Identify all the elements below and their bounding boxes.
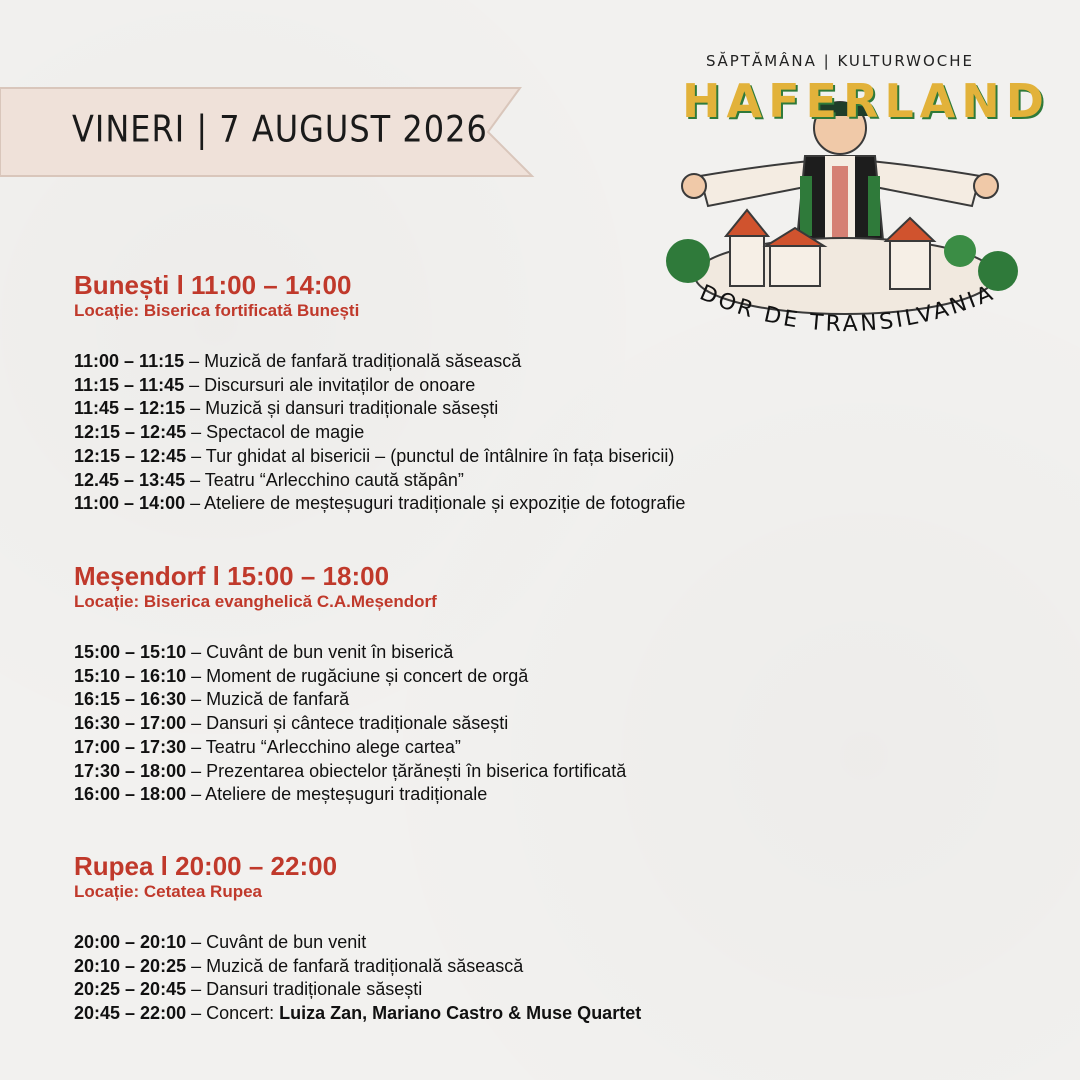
row-time: 11:00 – 11:15 (74, 351, 185, 371)
schedule-row (74, 397, 974, 421)
schedule-row (74, 374, 974, 398)
schedule-row (74, 469, 974, 493)
row-text: – Cuvânt de bun venit (186, 932, 367, 952)
row-text: – Muzică de fanfară (186, 689, 350, 710)
row-time: 20:00 – 20:10 (74, 932, 187, 952)
row-time: 12:15 – 12:45 (74, 445, 187, 466)
schedule-row (74, 445, 974, 469)
section-title: Bunești l 11:00 – 14:00 (74, 270, 352, 300)
concert-performers: Luiza Zan, Mariano Castro & Muse Quartet (279, 1003, 642, 1024)
row-text: – Teatru “Arlecchino alege cartea” (186, 736, 461, 757)
schedule-row (74, 641, 974, 665)
row-time: 12.45 – 13:45 (74, 469, 186, 490)
section-location: Locație: Biserica fortificată Bunești (74, 301, 360, 320)
schedule-row (74, 760, 974, 784)
row-text: – Moment de rugăciune și concert de orgă (186, 665, 529, 686)
row-text: – Ateliere de meșteșuguri tradiționale și expoziție de fotografie (185, 493, 686, 514)
row-text: – Ateliere de meșteșuguri tradiționale (186, 784, 488, 805)
row-time: 16:15 – 16:30 (74, 689, 187, 710)
schedule-row (74, 712, 974, 736)
schedule-row (74, 665, 974, 689)
row-text: – Dansuri tradiționale săsești (186, 979, 423, 1000)
row-time: 20:25 – 20:45 (74, 979, 187, 1000)
section-location: Locație: Biserica evanghelică C.A.Meșendorf (74, 592, 437, 611)
section-mesendorf (74, 561, 974, 807)
row-time: 17:00 – 17:30 (74, 736, 187, 757)
schedule-row (74, 688, 974, 712)
section-bunesti (74, 270, 974, 516)
schedule-row (74, 492, 974, 516)
logo-subtitle: SĂPTĂMÂNA | KULTURWOCHE (705, 52, 975, 70)
row-text: – Tur ghidat al bisericii – (punctul de întâlnire în fața bisericii) (186, 445, 675, 466)
row-text: – Muzică de fanfară tradițională săsească (186, 955, 524, 976)
date-ribbon (0, 84, 560, 180)
row-time: 16:00 – 18:00 (74, 784, 187, 805)
row-time: 20:45 – 22:00 (74, 1003, 187, 1024)
row-time: 12:15 – 12:45 (74, 422, 187, 443)
row-time: 20:10 – 20:25 (74, 955, 187, 976)
row-time: 17:30 – 18:00 (74, 760, 187, 781)
row-time: 15:10 – 16:10 (74, 665, 187, 686)
section-title: Rupea l 20:00 – 22:00 (74, 851, 338, 881)
schedule-row (74, 350, 974, 374)
schedule-row (74, 421, 974, 445)
schedule-row (74, 783, 974, 807)
row-text: – Concert: (186, 1003, 280, 1024)
row-text: – Dansuri și cântece tradiționale săsești (186, 713, 509, 734)
row-time: 11:15 – 11:45 (74, 374, 185, 395)
logo-tagline: DOR DE TRANSILVANIA (695, 280, 999, 338)
row-time: 11:45 – 12:15 (74, 398, 186, 419)
row-text: – Teatru “Arlecchino caută stăpân” (185, 469, 464, 490)
date-heading: VINERI | 7 AUGUST 2026 (72, 107, 488, 151)
row-time: 11:00 – 14:00 (74, 493, 186, 514)
row-text: – Spectacol de magie (186, 422, 365, 443)
row-text: – Prezentarea obiectelor țărănești în biserica fortificată (186, 760, 627, 781)
row-time: 16:30 – 17:00 (74, 713, 187, 734)
schedule-row (74, 931, 974, 955)
row-text: – Cuvânt de bun venit în biserică (186, 642, 454, 662)
row-text: – Muzică și dansuri tradiționale săsești (185, 398, 499, 419)
section-title: Meșendorf l 15:00 – 18:00 (74, 561, 390, 591)
row-time: 15:00 – 15:10 (74, 642, 187, 662)
section-location: Locație: Cetatea Rupea (74, 882, 262, 901)
row-text: – Discursuri ale invitaților de onoare (184, 374, 476, 395)
schedule-row (74, 1002, 974, 1026)
row-text: – Muzică de fanfară tradițională săsească (184, 351, 522, 371)
schedule-row (74, 736, 974, 760)
schedule-row (74, 955, 974, 979)
logo-title: HAFERLAND (682, 74, 1050, 128)
schedule-row (74, 978, 974, 1002)
section-rupea (74, 851, 974, 1026)
